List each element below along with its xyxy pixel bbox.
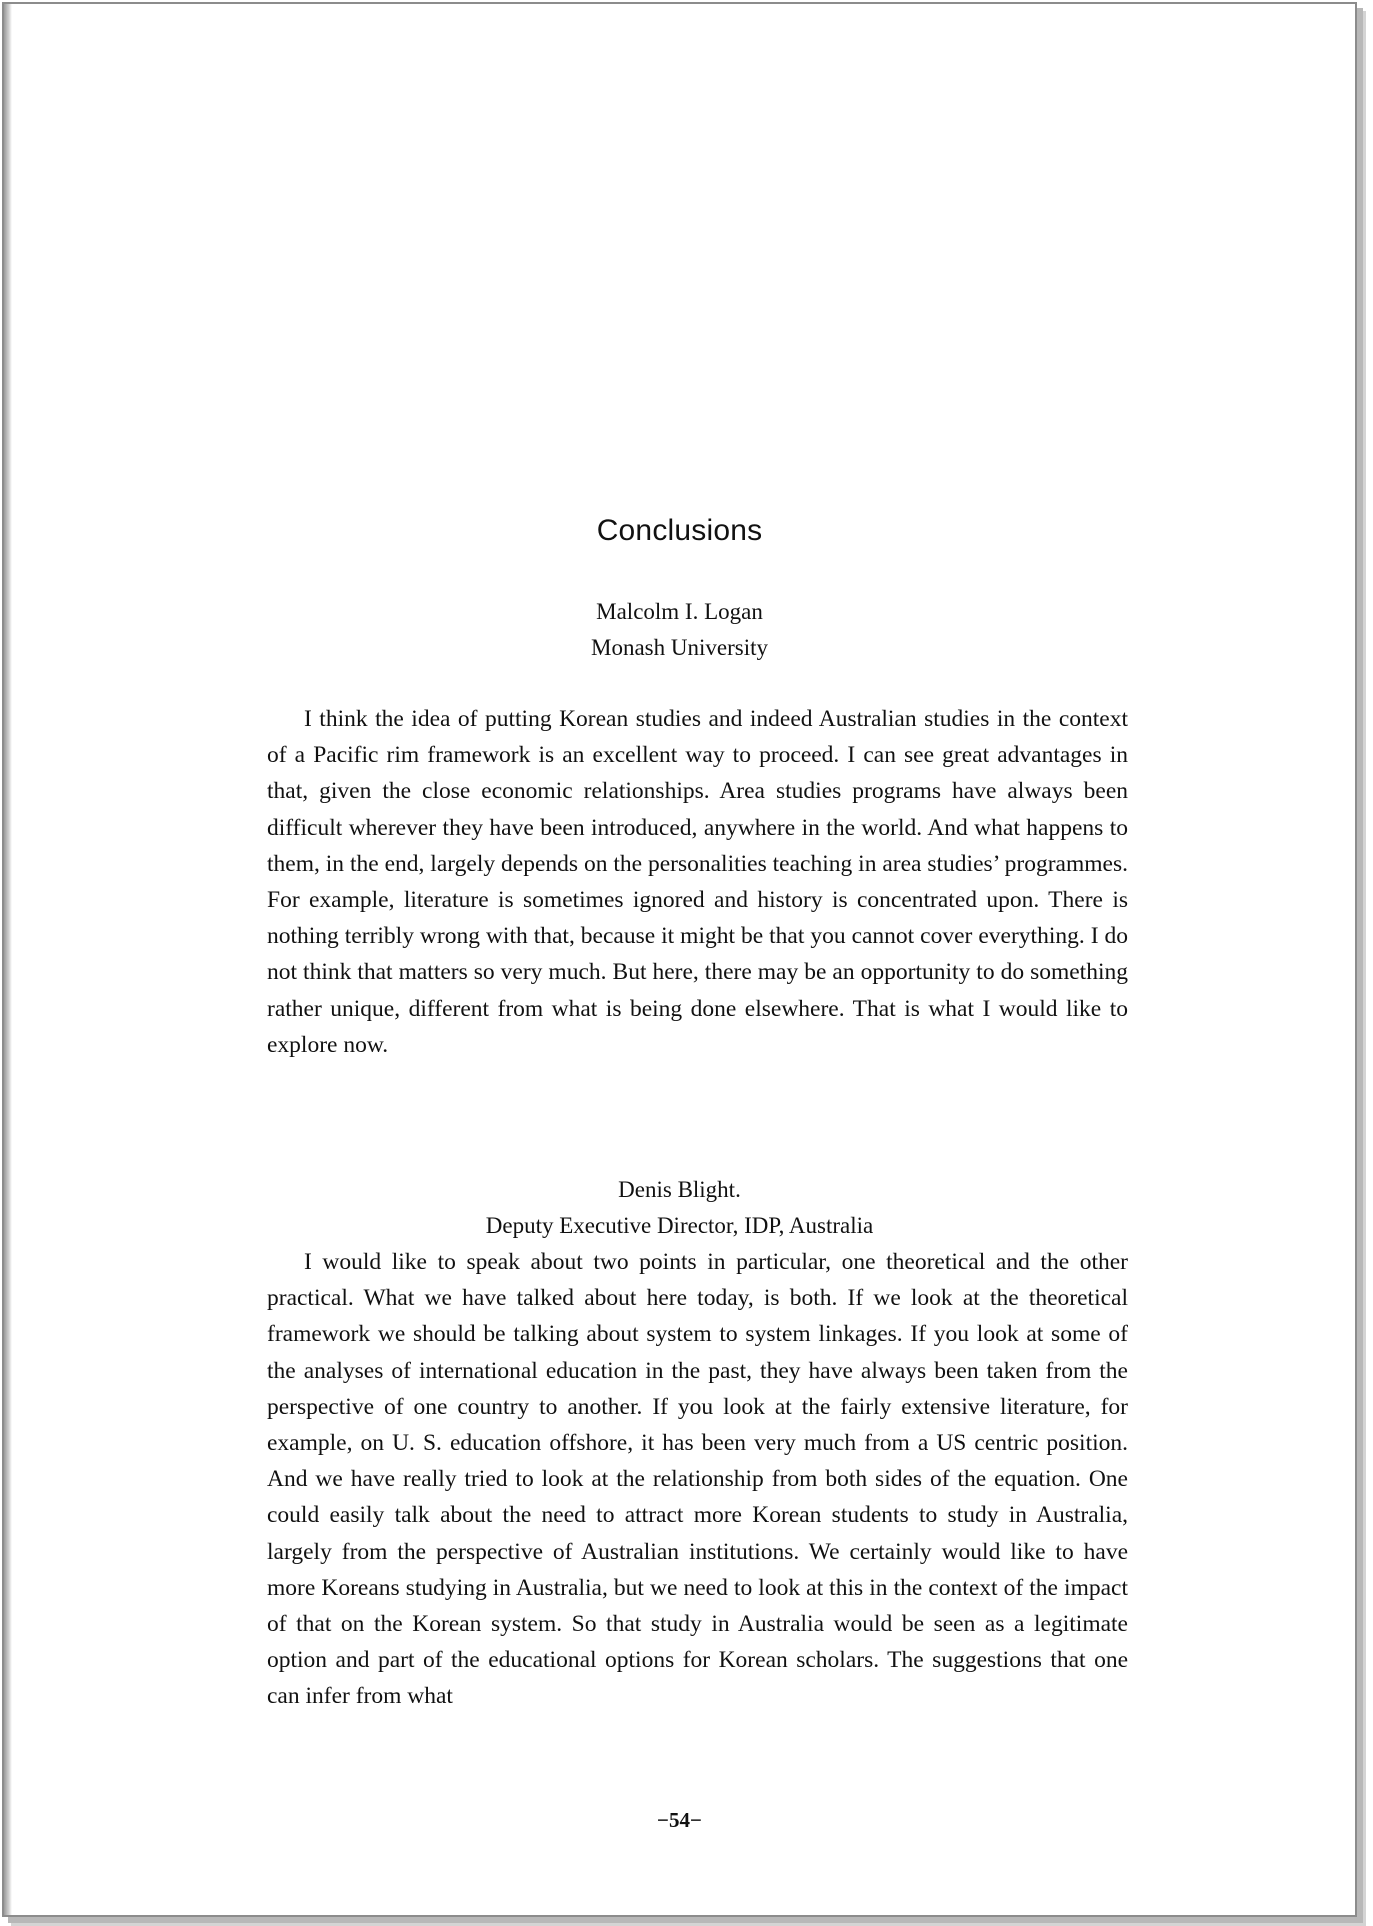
- speaker2-affiliation: Deputy Executive Director, IDP, Australia: [485, 1213, 874, 1238]
- speaker1-byline: [4, 594, 1355, 666]
- speaker2-name: Denis Blight.: [618, 1177, 741, 1202]
- document-page: [2, 2, 1357, 1917]
- speaker2-byline: [4, 1172, 1355, 1244]
- page-number: −54−: [657, 1808, 702, 1832]
- section-title: Conclusions: [596, 514, 763, 547]
- speaker1-affiliation: Monash University: [591, 635, 768, 660]
- speaker2-paragraph: I would like to speak about two points in particular, one theoretical and the other practical. What we have talked about here today, is both. If we look at the theoretical framework we should be talking about system to system linkages. If you look at some of the analyses of international education in the past, they have always been taken from the perspective of one country to another. If you look at the fairly extensive literature, for example, on U. S. education offshore, it has been very much from a US centric position. And we have really tried to look at the relationship from both sides of the equation. One could easily talk about the need to attract more Korean students to study in Australia, largely from the perspective of Australian institutions. We certainly would like to have more Koreans studying in Australia, but we need to look at this in the context of the impact of that on the Korean system. So that study in Australia would be seen as a legitimate option and part of the educational options for Korean scholars. The suggestions that one can infer from what: [267, 1249, 1128, 1710]
- speaker1-paragraph: I think the idea of putting Korean studies and indeed Australian studies in the context of a Pacific rim framework is an excellent way to proceed. I can see great advantages in that, given the close economic relationships. Area studies programs have always been difficult wherever they have been introduced, anywhere in the world. And what happens to them, in the end, largely depends on the personalities teaching in area studies’ programmes. For example, literature is sometimes ignored and history is concentrated upon. There is nothing terribly wrong with that, because it might be that you cannot cover everything. I do not think that matters so very much. But here, there may be an opportunity to do something rather unique, different from what is being done elsewhere. That is what I would like to explore now.: [267, 706, 1128, 1058]
- speaker1-name: Malcolm I. Logan: [596, 599, 763, 624]
